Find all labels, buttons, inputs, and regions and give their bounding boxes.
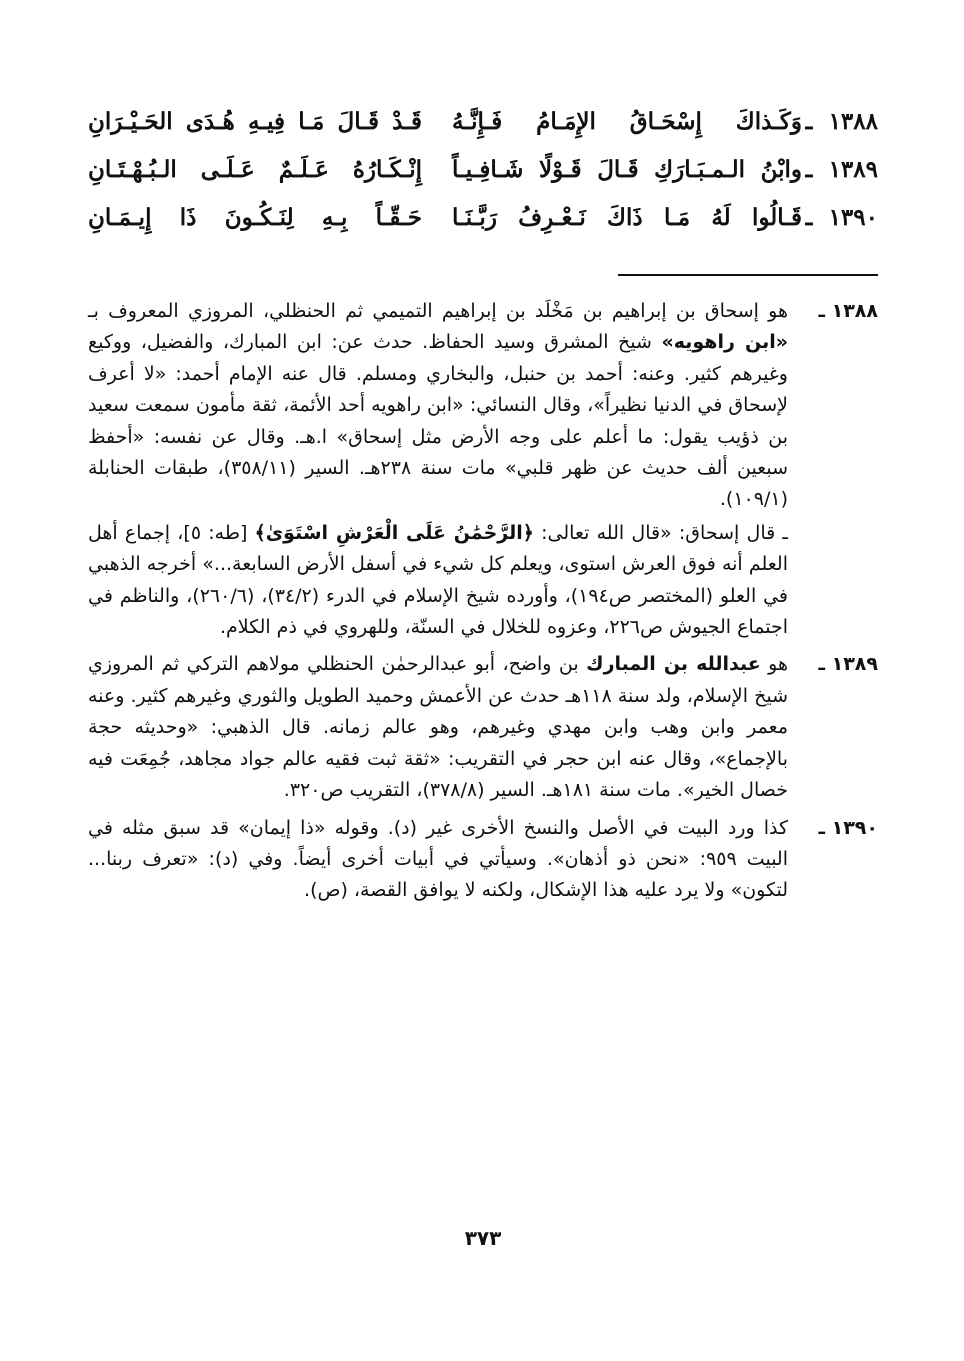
poem-verses: [88, 108, 878, 252]
verse-first-hemistich: وَكَـذاكَ إِسْحَـاقُ الإِمَـامُ فَـإِنَّـهُ: [452, 108, 802, 135]
verse-number: ١٣٩٠: [828, 204, 878, 231]
footnote-1388: [88, 296, 878, 643]
verse-first-hemistich: قَـالُوا لَهُ مَـا ذَاكَ نَـعْـرِفُ رَبَّـنَـا: [452, 204, 802, 231]
footnote-paragraph: هو عبدالله بن المبارك بن واضح، أبو عبدالرحمٰن الحنظلي مولاهم التركي ثم المروزي شيخ الإسلام، ولد سنة ١١٨هـ حدث عن الأعمش وحميد الطويل والثوري وغيرهم كثير. وعنه معمر وابن وهب وابن مهدي وغيرهم، وهو عالم زمانه. قال الذهبي: «وحديثه حجة بالإجماع»، وقال عنه ابن حجر في التقريب: «ثقة ثبت فقيه عالم جواد مجاهد، جُمِعَت فيه خصال الخير». مات سنة ١٨١هـ. السير (٣٧٨/٨)، التقريب ص٣٢٠.: [88, 653, 789, 802]
verse-line: [88, 108, 878, 156]
verse-dash: ـ: [805, 156, 813, 183]
verse-second-hemistich: حَـقّـاً بِـهِ لِنَـكُـونَ ذَا إِيـمَـانِ: [88, 204, 422, 231]
footnote-number: ١٣٨٩ ـ: [818, 653, 878, 676]
page-number: ٣٧٣: [464, 1226, 502, 1250]
verse-dash: ـ: [805, 204, 813, 231]
verse-second-hemistich: قَـدْ قَـالَ مَـا فِيـهِ هُـدَى الحَـيْـرَانِ: [88, 108, 422, 135]
bold-name: عبدالله بن المبارك: [586, 653, 761, 676]
verse-dash: ـ: [805, 108, 813, 135]
verse-first-hemistich: وابْنُ الـمـبَـارَكِ قَـالَ قَـوْلًا شَـافِـيـاً: [452, 156, 802, 183]
footnote-number: ١٣٨٨ ـ: [818, 300, 878, 322]
footnote-paragraph: هو إسحاق بن إبراهيم بن مَخْلَد بن إبراهيم التميمي ثم الحنظلي، المروزي المعروف بـ «ابن راهويه» شيخ المشرق وسيد الحفاظ. حدث عن: ابن المبارك، والفضيل، ووكيع وغيرهم كثير. وعنه: أحمد بن حنبل، والبخاري ومسلم. قال عنه الإمام أحمد: «لا أعرف لإسحاق في الدنيا نظيراً»، وقال النسائي: «ابن راهويه أحد الأئمة، ثقة مأمون سمعت سعيد بن ذؤيب يقول: ما أعلم على وجه الأرض مثل إسحاق» ا.هـ. وقال عن نفسه: «أحفظ سبعين ألف حديث عن ظهر قلبي» مات سنة ٢٣٨هـ. السير (٣٥٨/١١)، طبقات الحنابلة (١٠٩/١).: [88, 300, 788, 511]
footnote-1389: [88, 649, 878, 806]
footnote-paragraph: ـ قال إسحاق: «قال الله تعالى: ﴿الرَّحْمَٰنُ عَلَى الْعَرْشِ اسْتَوَىٰ﴾ [طه: ٥]، إجماع أهل العلم أنه فوق العرش استوى، ويعلم كل شيء في أسفل الأرض السابعة...» أخرجه الذهبي في العلو (المختصر ص١٩٤)، وأورده شيخ الإسلام في الدرء (٣٤/٢)، (٢٦٠/٦)، والناظم في اجتماع الجيوش ص٢٢٦، وعزوه للخلال في السنّة، وللهروي في ذم الكلام.: [88, 521, 788, 639]
bold-name: «ابن راهويه»: [661, 331, 788, 354]
footnote-number: ١٣٩٠ ـ: [818, 816, 878, 839]
verse-line: [88, 156, 878, 204]
verse-second-hemistich: إِنْـكَـارُهُ عَـلَـمٌ عَـلَـى الـبُـهْـتَـانِ: [88, 156, 422, 183]
footnote-1390: [88, 813, 878, 907]
footnote-separator: [618, 274, 878, 276]
verse-line: [88, 204, 878, 252]
verse-number: ١٣٨٨: [828, 108, 878, 135]
book-page: [88, 108, 878, 1308]
quran-verse: ﴿الرَّحْمَٰنُ عَلَى الْعَرْشِ اسْتَوَىٰ﴾: [254, 521, 534, 544]
verse-number: ١٣٨٩: [828, 156, 878, 183]
footnote-paragraph: كذا ورد البيت في الأصل والنسخ الأخرى غير (د). وقوله «ذا إيمان» قد سبق مثله في البيت ٩٥٩: «نحن ذو أذهان». وسيأتي في أبيات أخرى أيضاً. وفي (د): «تعرف ربنا... لتكون» ولا يرد عليه هذا الإشكال، ولكنه لا يوافق القصة، (ص).: [88, 816, 788, 902]
